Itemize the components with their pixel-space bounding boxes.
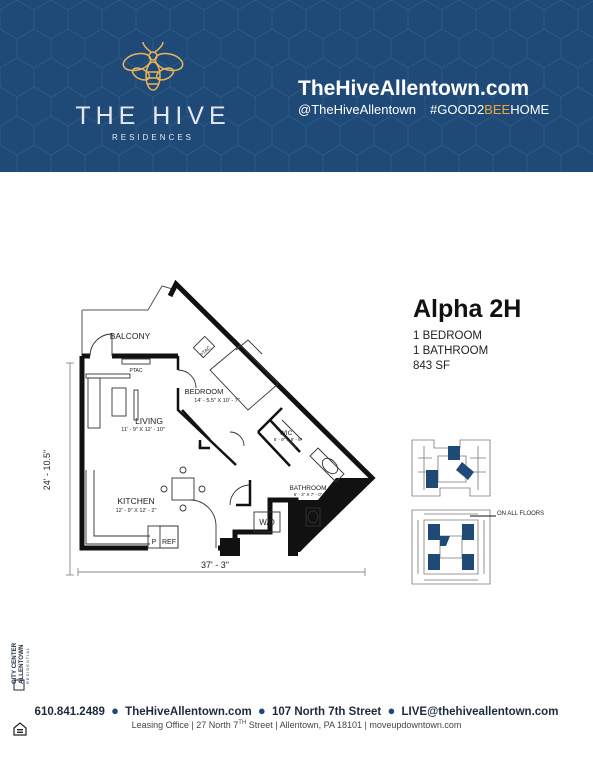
unit-bedrooms: 1 BEDROOM xyxy=(413,330,483,342)
footer-email[interactable]: LIVE@thehiveallentown.com xyxy=(401,706,559,718)
room-bedroom: BEDROOM xyxy=(184,387,224,396)
equal-housing-icon xyxy=(13,722,27,736)
brand-name: THE HIVE xyxy=(75,102,231,130)
room-wic-dims: 6' - 9" X 6' - 6" xyxy=(273,437,303,442)
side-logo-line2: ALLENTOWN xyxy=(18,644,25,684)
room-wic: WIC xyxy=(279,430,293,437)
fixture-pantry: P xyxy=(151,539,157,546)
footer-contact: 610.841.2489 ● TheHiveAllentown.com ● 107 North 7th Street ● LIVE@thehiveallentown.com xyxy=(34,703,559,718)
fixture-ref: REF xyxy=(162,539,176,546)
fixture-ptac-2: PTAC xyxy=(199,345,213,359)
hashtag: #GOOD2BEEHOME xyxy=(429,102,550,117)
room-living-dims: 11' - 9" X 12' - 10" xyxy=(121,427,165,433)
room-balcony: BALCONY xyxy=(109,331,151,341)
footer-leasing: Leasing Office | 27 North 7TH Street | Allentown, PA 18101 | moveupdowntown.com xyxy=(131,720,462,730)
key-plan xyxy=(412,440,544,584)
hashtag-bee: BEE xyxy=(484,102,511,117)
room-bathroom-dims: 6' - 3" X 7' - 0" xyxy=(293,492,323,497)
unit-name: Alpha 2H xyxy=(413,295,522,323)
unit-bathrooms: 1 BATHROOM xyxy=(413,345,489,357)
footer-address: 107 North 7th Street xyxy=(271,706,382,718)
city-center-logo xyxy=(12,630,52,694)
dim-height: 24' - 10.5" xyxy=(42,449,52,491)
footer-website[interactable]: TheHiveAllentown.com xyxy=(125,706,252,718)
header-website[interactable]: TheHiveAllentown.com xyxy=(298,77,530,100)
fixture-ptac-1: PTAC xyxy=(129,368,143,374)
balcony-outline xyxy=(82,286,176,310)
unit-area: 843 SF xyxy=(413,360,451,372)
room-bathroom: BATHROOM xyxy=(289,485,327,492)
room-kitchen: KITCHEN xyxy=(117,496,155,506)
room-kitchen-dims: 12' - 9" X 12' - 2" xyxy=(115,508,157,514)
key-plan-note: ON ALL FLOORS xyxy=(497,511,545,517)
room-living: LIVING xyxy=(135,416,163,426)
footer-phone[interactable]: 610.841.2489 xyxy=(34,706,105,718)
dim-width: 37' - 3" xyxy=(201,560,229,570)
room-bedroom-dims: 14' - 5.5" X 10' - 7" xyxy=(194,398,240,404)
side-logo-line1: CITY CENTER xyxy=(11,642,18,684)
fixture-wd: W/D xyxy=(259,518,275,527)
social-handle[interactable]: @TheHiveAllentown xyxy=(298,102,416,117)
side-logo-line3: RESIDENTIAL xyxy=(25,646,30,684)
brand-subtitle: RESIDENCES xyxy=(111,133,194,142)
